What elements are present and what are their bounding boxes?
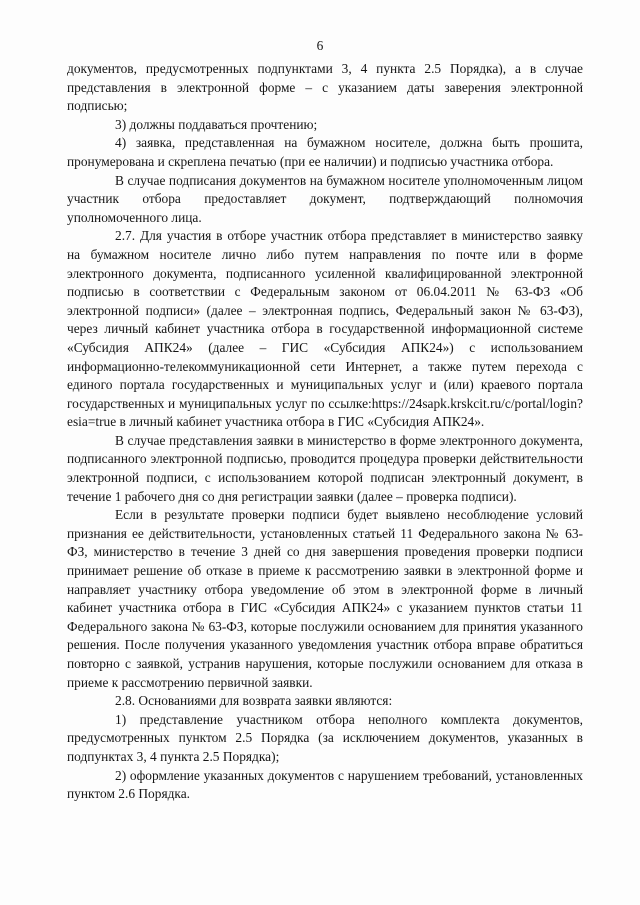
paragraph-return-reason-1: 1) представление участником отбора неполного комплекта документов, предусмотренных пунктом 2.5 Порядка (за исключением документов, указанных в подпунктах 3, 4 пункта 2.5 Порядка);: [67, 711, 583, 764]
paragraph-return-reason-2: 2) оформление указанных документов с нарушением требований, установленных пунктом 2.6 Порядка.: [67, 767, 583, 802]
paragraph-2-7: 2.7. Для участия в отборе участник отбора представляет в министерство заявку на бумажном носителе лично либо путем направления по почте или в форме электронного документа, подписанного усиленной квалифицированной электронной подписью в соответствии с Федеральным законом от 06.04.2011 № 63-ФЗ «Об электронной подписи» (далее – электронная подпись, Федеральный закон № 63-ФЗ), через личный кабинет участника отбора в государственной информационной системе «Субсидия АПК24» (далее – ГИС «Субсидия АПК24») с использованием информационно-телекоммуникационной сети Интернет, а также путем перехода с единого портала государственных и муниципальных услуг и (или) краевого портала государственных и муниципальных услуг по ссылке:https://24sapk.krskcit.ru/c/portal/login?esia=true в личный кабинет участника отбора в ГИС «Субсидия АПК24».: [67, 228, 583, 430]
paragraph-authorized-person: В случае подписания документов на бумажном носителе уполномоченным лицом участник отбора предоставляет документ, подтверждающий полномочия уполномоченного лица.: [67, 172, 583, 225]
paragraph-item-3: 3) должны поддаваться прочтению;: [115, 116, 318, 132]
paragraph-continuation: документов, предусмотренных подпунктами 3, 4 пункта 2.5 Порядка), а в случае представления в электронной форме – с указанием даты заверения электронной подписью;: [67, 61, 583, 114]
page-number: 6: [316, 38, 324, 53]
paragraph-item-4: 4) заявка, представленная на бумажном носителе, должна быть прошита, пронумерована и скреплена печатью (при ее наличии) и подписью участника отбора.: [67, 135, 583, 169]
document-body: [67, 60, 583, 804]
paragraph-signature-check-result: Если в результате проверки подписи будет выявлено несоблюдение условий признания ее действительности, установленных статьей 11 Федерального закона № 63-ФЗ, министерство в течение 3 дней со дня завершения проведения проверки подписи принимает решение об отказе в приеме к рассмотрению заявки в электронной форме и направляет участнику отбора уведомление об этом в электронной форме в личный кабинет участника отбора в ГИС «Субсидия АПК24» с указанием пунктов статьи 11 Федерального закона № 63-ФЗ, которые послужили основанием для принятия указанного решения. После получения указанного уведомления участник отбора вправе обратиться повторно с заявкой, устранив нарушения, которые послужили основанием для отказа в приеме к рассмотрению первичной заявки.: [67, 507, 583, 690]
paragraph-2-8: 2.8. Основаниями для возврата заявки являются:: [115, 693, 393, 709]
paragraph-electronic-submission: В случае представления заявки в министерство в форме электронного документа, подписанного электронной подписью, проводится процедура проверки действительности электронной подписи, с использованием которой подписан электронный документ, в течение 1 рабочего дня со дня регистрации заявки (далее – проверка подписи).: [67, 432, 583, 504]
